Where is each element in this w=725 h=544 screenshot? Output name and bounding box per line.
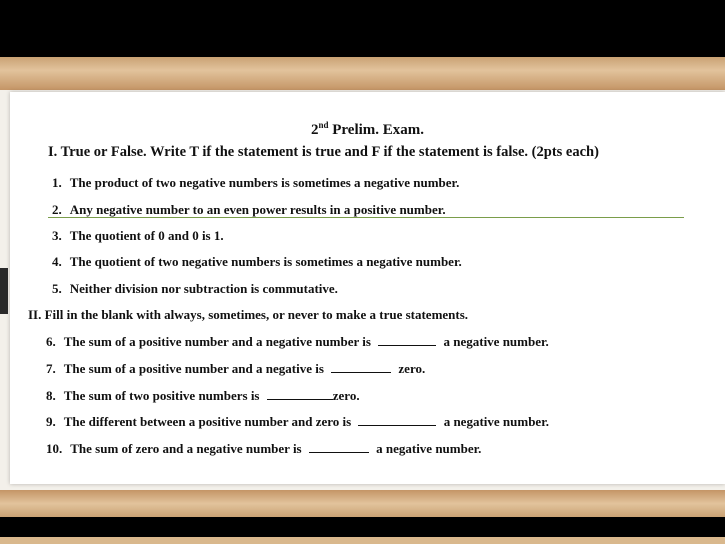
exam-title: 2nd Prelim. Exam.	[310, 120, 425, 138]
answer-blank[interactable]	[267, 398, 333, 400]
bottom-decorative-band	[0, 490, 725, 517]
question-5: 5. Neither division nor subtraction is commutative.	[52, 281, 338, 296]
part1-instructions: I. True or False. Write T if the statement is true and F if the statement is false. (2pts each)	[48, 144, 599, 160]
question-9: 9. The different between a positive number and zero is a negative number.	[46, 414, 550, 429]
highlight-underline	[48, 217, 684, 218]
question-4: 4. The quotient of two negative numbers is sometimes a negative number.	[52, 254, 462, 269]
exam-paper	[10, 92, 725, 484]
answer-blank[interactable]	[378, 344, 436, 346]
bottom-strip	[0, 537, 725, 544]
answer-blank[interactable]	[331, 371, 391, 373]
question-7: 7. The sum of a positive number and a negative is zero.	[46, 361, 426, 376]
answer-blank[interactable]	[358, 424, 436, 426]
answer-blank[interactable]	[309, 451, 369, 453]
question-10: 10. The sum of zero and a negative number is a negative number.	[46, 441, 482, 456]
part2-instructions: II. Fill in the blank with always, sometimes, or never to make a true statements.	[28, 307, 469, 322]
question-1: 1. The product of two negative numbers is sometimes a negative number.	[52, 175, 460, 190]
question-3: 3. The quotient of 0 and 0 is 1.	[52, 228, 224, 243]
side-marker	[0, 268, 8, 314]
question-2: 2. Any negative number to an even power results in a positive number.	[52, 202, 446, 217]
question-6: 6. The sum of a positive number and a negative number is a negative number.	[46, 334, 549, 349]
question-8: 8. The sum of two positive numbers is zero.	[46, 388, 360, 403]
top-decorative-band	[0, 57, 725, 90]
